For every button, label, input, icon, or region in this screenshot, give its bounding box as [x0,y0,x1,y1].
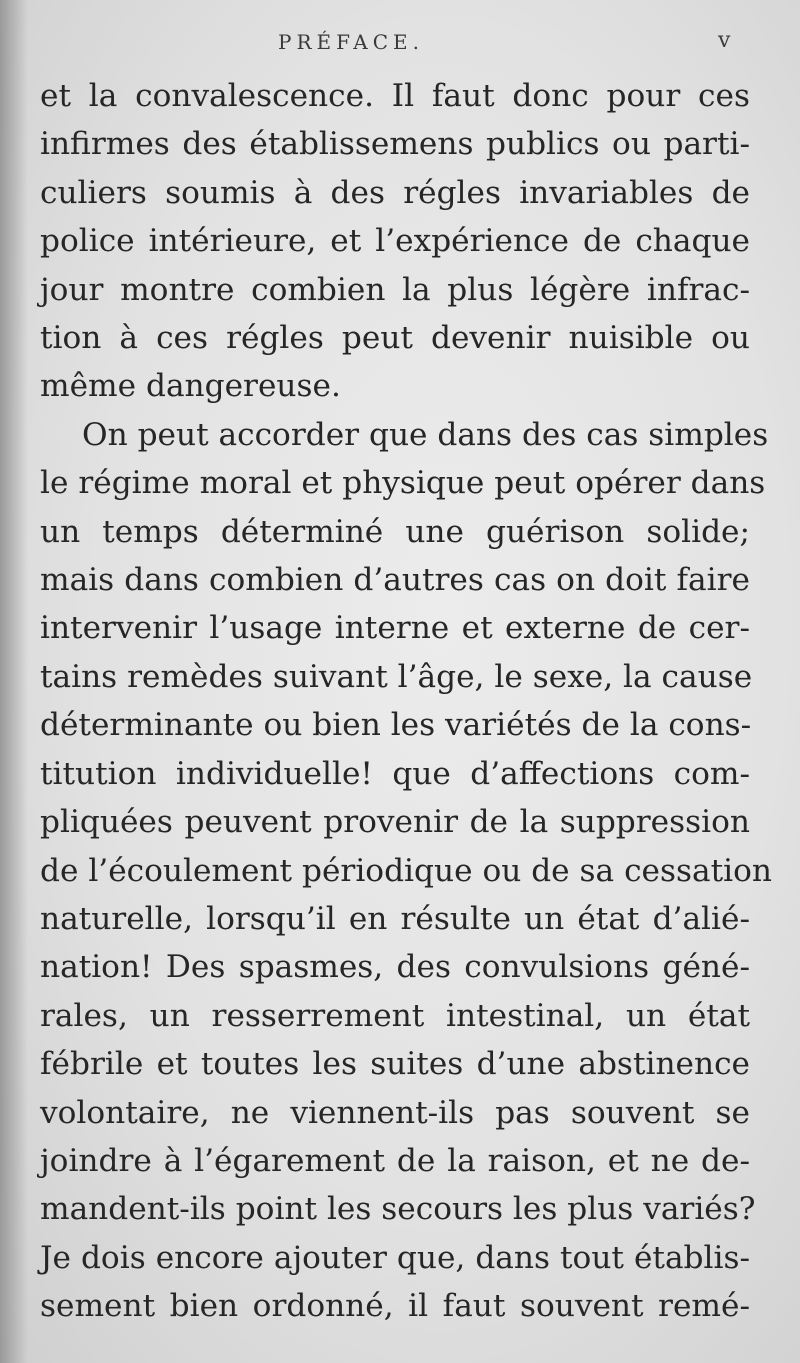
text-line: naturelle, lorsqu’il en résulte un état d’alié- [40,900,750,937]
text-line: mais dans combien d’autres cas on doit faire [40,562,750,599]
text-line: rales, un resserrement intestinal, un état [40,997,750,1034]
text-line: infirmes des établissemens publics ou parti- [40,126,750,163]
text-line: joindre à l’égarement de la raison, et ne de- [40,1142,750,1179]
text-line: culiers soumis à des régles invariables de [40,174,750,211]
text-line: de l’écoulement périodique ou de sa cessation [40,852,772,889]
text-line: nation! Des spasmes, des convulsions géné- [40,949,750,986]
body-text [40,72,772,1331]
text-line: volontaire, ne viennent-ils pas souvent se [40,1094,750,1131]
text-line: mandent-ils point les secours les plus variés? [40,1191,756,1228]
text-line: même dangereuse. [40,368,341,405]
text-line: tains remèdes suivant l’âge, le sexe, la cause [40,658,753,695]
page-gutter-shadow [0,0,28,1363]
text-line: sement bien ordonné, il faut souvent remé- [40,1288,750,1325]
text-line: fébrile et toutes les suites d’une abstinence [40,1046,750,1083]
text-line: tion à ces régles peut devenir nuisible ou [40,320,750,357]
text-line: déterminante ou bien les variétés de la cons- [40,707,752,744]
text-line: un temps déterminé une guérison solide; [40,513,750,550]
text-line: titution individuelle! que d’affections com- [40,755,750,792]
text-line: Je dois encore ajouter que, dans tout établis- [40,1239,750,1276]
text-line: jour montre combien la plus légère infrac- [40,271,750,308]
page-header [0,30,800,60]
paragraph-2 [40,411,772,1331]
text-line: et la convalescence. Il faut donc pour ces [40,78,750,114]
paragraph-1 [40,72,750,411]
text-line: On peut accorder que dans des cas simples [82,416,769,453]
text-line: pliquées peuvent provenir de la suppression [40,804,750,841]
text-line: intervenir l’usage interne et externe de cer- [40,610,750,647]
text-line: le régime moral et physique peut opérer dans [40,465,766,502]
page-number: v [718,28,731,53]
text-line: police intérieure, et l’expérience de chaque [40,223,750,260]
running-head: PRÉFACE. [278,30,424,54]
